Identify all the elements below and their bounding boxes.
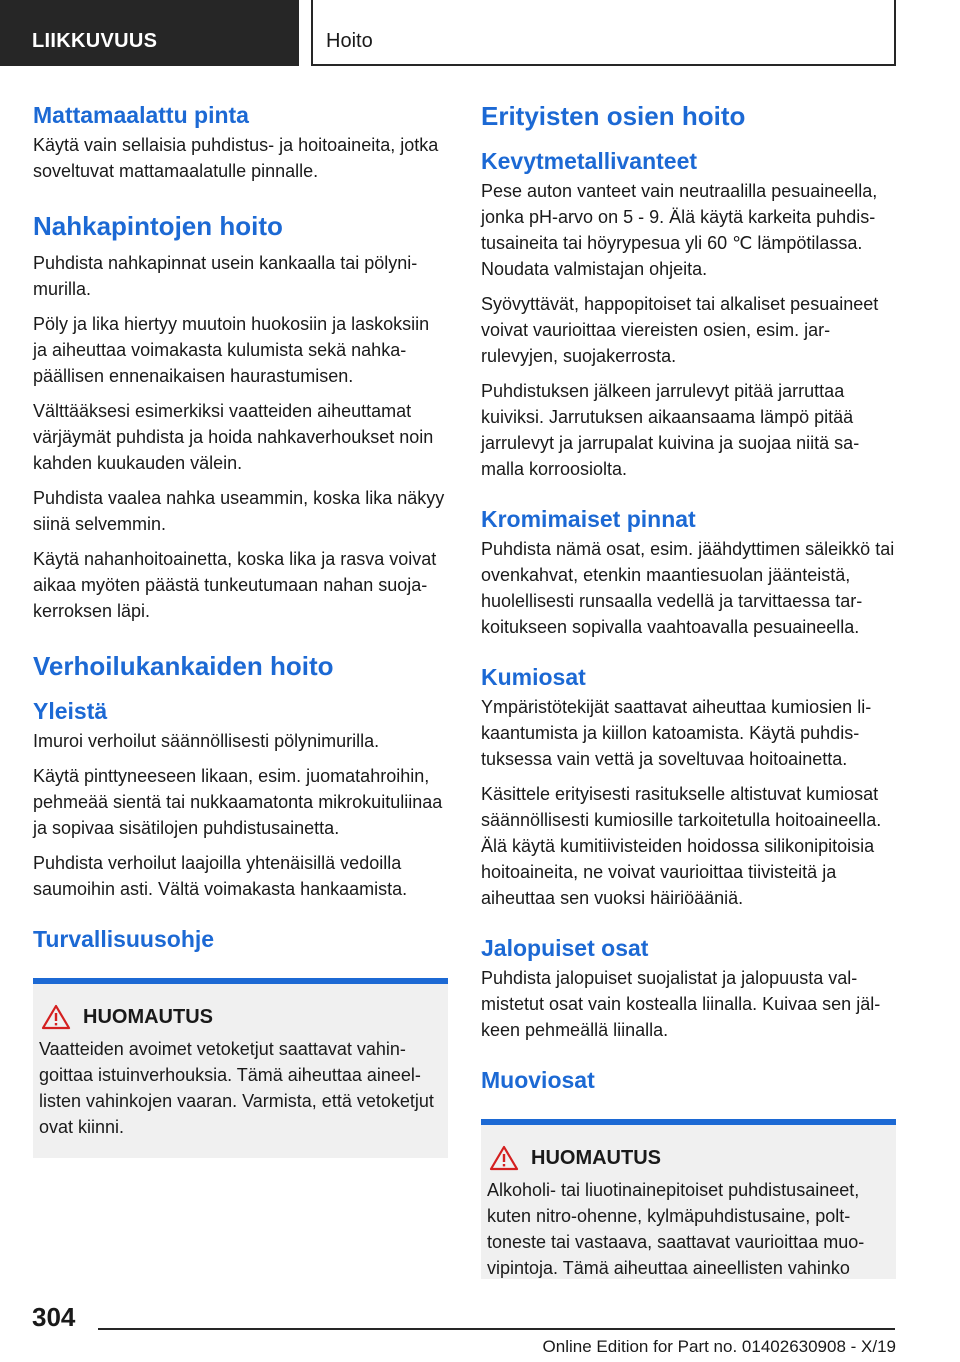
left-column (33, 100, 448, 1158)
notice-title: HUOMAUTUS (83, 1005, 213, 1028)
precious-wood-paragraph: Puhdista jalopuiset suojalistat ja jalopuusta valmistetut osat vain kostealla liinalla. Kuivaa sen jälkeen pehmeällä liinalla. (481, 968, 881, 1040)
page-number: 304 (32, 1302, 76, 1332)
notice-header (39, 1004, 438, 1030)
precious-wood-heading: Jalopuiset osat (481, 935, 649, 961)
notice-text: Vaatteiden avoimet vetoketjut saattavat vahingoittaa istuinverhouksia. Tämä aiheuttaa aineellisten vahinkojen vaaran. Varmista, että vetoketjut ovat kiinni. (39, 1039, 434, 1137)
section-label: LIIKKUVUUS (32, 30, 158, 52)
general-heading: Yleistä (33, 698, 108, 724)
alloy-paragraph: Pese auton vanteet vain neutraalilla pesuaineella, jonka pH-arvo on 5 - 9. Älä käytä karkeita puhdistusaineita tai höyrypesua yli 60 ℃ lämpötilassa. Noudata valmistajan ohjeita. (481, 181, 878, 279)
alloy-heading: Kevytmetallivanteet (481, 148, 698, 174)
rubber-paragraph: Käsittele erityisesti rasitukselle altistuvat kumiosat säännöllisesti kumiosille tarkoitetulla hoitoaineella. Älä käytä kumitiivisteiden hoidossa silikonipitoisia hoitoaineita, ne voivat vaurioittaa tiivisteitä ja aiheuttaa sen vuoksi häiriöääniä. (481, 784, 882, 908)
leather-paragraph: Puhdista vaalea nahka useammin, koska lika näkyy siinä selvemmin. (33, 488, 445, 534)
rubber-heading: Kumiosat (481, 664, 586, 690)
edition-note: Online Edition for Part no. 01402630908 - X/19 (542, 1337, 896, 1356)
general-paragraph: Käytä pinttyneeseen likaan, esim. juomatahroihin, pehmeää sientä tai nukkaamatonta mikrokuituliinaa ja sopivaa sisätilojen puhdistusainetta. (33, 766, 443, 838)
leather-paragraph: Puhdista nahkapinnat usein kankaalla tai pölynimurilla. (33, 253, 418, 299)
general-paragraph: Imuroi verhoilut säännöllisesti pölynimurilla. (33, 731, 380, 751)
matte-text: Käytä vain sellaisia puhdistus- ja hoitoaineita, jotka soveltuvat mattamaalatulle pinnalle. (33, 135, 439, 181)
chapter-box (311, 0, 896, 66)
page-header (0, 0, 960, 66)
general-paragraph: Puhdista verhoilut laajoilla yhtenäisillä vedoilla saumoihin asti. Vältä voimakasta hankaamista. (33, 853, 408, 899)
special-heading: Erityisten osien hoito (481, 101, 746, 131)
leather-heading: Nahkapintojen hoito (33, 211, 283, 241)
safety-heading: Turvallisuusohje (33, 926, 215, 952)
chrome-heading: Kromimaiset pinnat (481, 506, 696, 532)
matte-heading: Mattamaalattu pinta (33, 102, 249, 128)
section-tab (0, 0, 299, 66)
leather-paragraph: Pöly ja lika hiertyy muutoin huokosiin ja laskoksiin ja aiheuttaa voimakasta kulumista sekä nahkapäällisen ennenaikaisen haurastumisen. (33, 314, 430, 386)
chapter-label: Hoito (326, 30, 373, 52)
alloy-paragraph: Syövyttävät, happopitoiset tai alkaliset pesuaineet voivat vaurioittaa viereisten osien, esim. jarrulevyjen, suojakerrosta. (481, 294, 879, 366)
plastic-heading: Muoviosat (481, 1067, 595, 1093)
notice-text: Alkoholi- tai liuotinainepitoiset puhdistusaineet, kuten nitro-ohenne, kylmäpuhdistusaine, polttoneste tai vastaava, saattavat vaurioittaa muovipintoja. Tämä aiheuttaa aineellisten vahinko (487, 1180, 865, 1278)
alloy-paragraph: Puhdistuksen jälkeen jarrulevyt pitää jarruttaa kuiviksi. Jarrutuksen aikaansaama lämpö pitää jarrulevyt ja jarrupalat kuivina ja suojaa niitä samalla korroosiolta. (481, 381, 860, 479)
leather-paragraph: Käytä nahanhoitoainetta, koska lika ja rasva voivat aikaa myöten päästä tunkeutumaan nahan suojakerroksen läpi. (33, 549, 437, 621)
warning-triangle-icon (489, 1145, 519, 1171)
chrome-paragraph: Puhdista nämä osat, esim. jäähdyttimen säleikkö tai ovenkahvat, etenkin maantiesuolan jäänteistä, huolellisesti runsaalla vedellä ja tarvittaessa tarkoitukseen sopivalla vaahtoavalla pesuaineella. (481, 539, 895, 637)
rubber-paragraph: Ympäristötekijät saattavat aiheuttaa kumiosien likaantumista ja kiillon katoamista. Käytä puhdistuksessa vain vettä ja soveltuvaa hoitoainetta. (481, 697, 872, 769)
warning-triangle-icon (41, 1004, 71, 1030)
notice-box (33, 978, 448, 1158)
notice-box (481, 1119, 896, 1279)
notice-title: HUOMAUTUS (531, 1146, 661, 1169)
leather-paragraph: Välttääksesi esimerkiksi vaatteiden aiheuttamat värjäymät puhdista ja hoida nahkaverhoukset noin kahden kuukauden välein. (33, 401, 434, 473)
footer-divider (98, 1328, 895, 1330)
right-column (481, 100, 896, 1279)
upholstery-heading: Verhoilukankaiden hoito (33, 651, 334, 681)
notice-header (487, 1145, 886, 1171)
